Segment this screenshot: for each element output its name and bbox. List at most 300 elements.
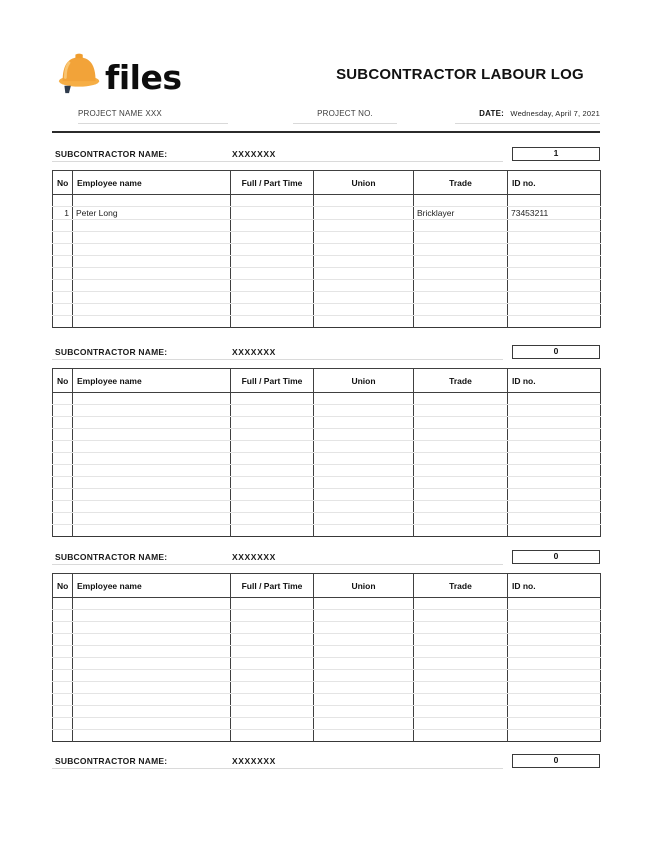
table-cell[interactable] <box>231 730 314 742</box>
labour-table <box>52 170 601 328</box>
table-row <box>53 316 601 328</box>
table-cell[interactable] <box>508 694 601 706</box>
table-cell[interactable] <box>314 195 414 207</box>
table-cell[interactable] <box>73 489 231 501</box>
table-row <box>53 598 601 610</box>
table-cell[interactable] <box>314 268 414 280</box>
table-cell[interactable] <box>414 232 508 244</box>
table-cell[interactable] <box>414 513 508 525</box>
table-cell[interactable] <box>73 195 231 207</box>
table-cell[interactable] <box>53 256 73 268</box>
date-label: DATE: <box>479 109 504 118</box>
table-cell[interactable] <box>508 658 601 670</box>
table-cell[interactable] <box>508 718 601 730</box>
table-cell[interactable] <box>231 489 314 501</box>
table-cell[interactable] <box>414 280 508 292</box>
table-cell[interactable] <box>314 304 414 316</box>
subcontractor-section-1 <box>52 146 600 328</box>
table-row <box>53 244 601 256</box>
table-cell[interactable] <box>314 598 414 610</box>
table-cell[interactable] <box>231 453 314 465</box>
table-cell[interactable] <box>231 429 314 441</box>
name-field-underline <box>52 564 503 565</box>
table-cell[interactable] <box>73 292 231 304</box>
table-cell[interactable] <box>508 232 601 244</box>
table-cell[interactable] <box>53 316 73 328</box>
table-cell[interactable] <box>508 280 601 292</box>
project-name-label: PROJECT NAME XXX <box>78 109 228 124</box>
table-row <box>53 441 601 453</box>
table-cell[interactable] <box>508 682 601 694</box>
name-field-underline <box>52 768 503 769</box>
table-cell[interactable] <box>508 706 601 718</box>
table-row <box>53 477 601 489</box>
table-cell[interactable] <box>314 453 414 465</box>
table-cell[interactable] <box>231 694 314 706</box>
table-cell[interactable] <box>231 513 314 525</box>
table-cell[interactable] <box>414 501 508 513</box>
table-cell[interactable] <box>231 417 314 429</box>
table-cell[interactable] <box>508 610 601 622</box>
table-cell[interactable] <box>53 195 73 207</box>
employee-count-box[interactable]: 1 <box>512 147 600 161</box>
table-cell[interactable] <box>73 513 231 525</box>
labour-table <box>52 573 601 742</box>
table-row <box>53 489 601 501</box>
table-cell[interactable] <box>414 706 508 718</box>
column-header: Trade <box>414 574 508 598</box>
table-row <box>53 207 601 220</box>
table-row <box>53 232 601 244</box>
table-cell[interactable] <box>314 646 414 658</box>
table-cell[interactable] <box>53 646 73 658</box>
table-cell[interactable] <box>508 513 601 525</box>
table-cell[interactable] <box>231 441 314 453</box>
table-cell[interactable] <box>53 417 73 429</box>
table-cell[interactable] <box>231 658 314 670</box>
table-cell[interactable] <box>73 477 231 489</box>
table-cell[interactable] <box>53 513 73 525</box>
table-cell[interactable] <box>73 622 231 634</box>
table-cell[interactable] <box>53 670 73 682</box>
table-cell[interactable] <box>508 292 601 304</box>
section-header-row <box>52 146 600 162</box>
table-cell[interactable] <box>231 634 314 646</box>
table-cell[interactable] <box>53 730 73 742</box>
column-header: Employee name <box>73 171 231 195</box>
table-cell[interactable] <box>53 465 73 477</box>
table-cell[interactable] <box>53 220 73 232</box>
table-cell[interactable] <box>314 465 414 477</box>
table-cell[interactable]: 73453211 <box>508 207 601 220</box>
column-header: Union <box>314 369 414 393</box>
table-cell[interactable] <box>414 429 508 441</box>
table-cell[interactable] <box>231 292 314 304</box>
table-cell[interactable] <box>314 706 414 718</box>
subcontractor-name-label: SUBCONTRACTOR NAME: <box>55 552 168 562</box>
table-cell[interactable] <box>231 501 314 513</box>
table-cell[interactable] <box>53 694 73 706</box>
table-row <box>53 658 601 670</box>
table-row <box>53 268 601 280</box>
table-cell[interactable] <box>508 417 601 429</box>
column-header: ID no. <box>508 574 601 598</box>
table-cell[interactable] <box>314 730 414 742</box>
table-cell[interactable] <box>73 232 231 244</box>
table-cell[interactable] <box>414 195 508 207</box>
employee-count-box[interactable]: 0 <box>512 754 600 768</box>
table-cell[interactable] <box>73 525 231 537</box>
table-row <box>53 292 601 304</box>
table-cell[interactable] <box>414 694 508 706</box>
table-cell[interactable] <box>414 658 508 670</box>
table-cell[interactable] <box>314 622 414 634</box>
labour-table <box>52 368 601 537</box>
table-cell[interactable] <box>53 501 73 513</box>
table-cell[interactable] <box>53 405 73 417</box>
table-cell[interactable] <box>53 622 73 634</box>
table-cell[interactable] <box>53 429 73 441</box>
logo-text: files <box>105 58 182 97</box>
date-block <box>455 109 600 124</box>
table-row <box>53 405 601 417</box>
table-cell[interactable] <box>508 634 601 646</box>
table-cell[interactable] <box>314 694 414 706</box>
table-cell[interactable] <box>231 682 314 694</box>
table-row <box>53 393 601 405</box>
employee-count-box[interactable]: 0 <box>512 550 600 564</box>
table-cell[interactable] <box>314 477 414 489</box>
table-cell[interactable] <box>73 316 231 328</box>
subcontractor-section-4 <box>52 753 600 769</box>
table-cell[interactable] <box>53 525 73 537</box>
table-cell[interactable] <box>414 405 508 417</box>
table-row <box>53 256 601 268</box>
table-cell[interactable] <box>414 525 508 537</box>
table-cell[interactable] <box>414 465 508 477</box>
table-cell[interactable] <box>414 598 508 610</box>
table-cell[interactable] <box>53 268 73 280</box>
table-cell[interactable] <box>414 316 508 328</box>
table-cell[interactable] <box>508 220 601 232</box>
table-cell[interactable] <box>73 429 231 441</box>
table-cell[interactable] <box>73 694 231 706</box>
table-cell[interactable] <box>314 658 414 670</box>
table-cell[interactable] <box>231 598 314 610</box>
table-cell[interactable] <box>508 405 601 417</box>
table-cell[interactable] <box>53 598 73 610</box>
table-cell[interactable] <box>231 718 314 730</box>
table-row <box>53 730 601 742</box>
table-cell[interactable] <box>414 489 508 501</box>
table-cell[interactable] <box>53 658 73 670</box>
table-cell[interactable] <box>314 244 414 256</box>
column-header: Union <box>314 574 414 598</box>
table-cell[interactable] <box>314 292 414 304</box>
table-row <box>53 694 601 706</box>
table-row <box>53 465 601 477</box>
table-cell[interactable] <box>414 244 508 256</box>
table-cell[interactable] <box>314 441 414 453</box>
table-cell[interactable] <box>53 477 73 489</box>
table-cell[interactable] <box>314 316 414 328</box>
subcontractor-name-value[interactable]: XXXXXXX <box>232 347 276 357</box>
table-cell[interactable] <box>508 489 601 501</box>
table-cell[interactable] <box>73 730 231 742</box>
table-cell[interactable] <box>53 706 73 718</box>
table-cell[interactable] <box>53 393 73 405</box>
table-cell[interactable] <box>314 393 414 405</box>
labour-table-container <box>52 573 600 742</box>
table-cell[interactable] <box>53 232 73 244</box>
table-cell[interactable] <box>53 244 73 256</box>
table-cell[interactable] <box>508 525 601 537</box>
table-cell[interactable] <box>414 622 508 634</box>
table-cell[interactable] <box>231 280 314 292</box>
table-cell[interactable] <box>508 501 601 513</box>
table-row <box>53 453 601 465</box>
table-row <box>53 429 601 441</box>
table-row <box>53 634 601 646</box>
table-cell[interactable] <box>314 220 414 232</box>
table-cell[interactable] <box>231 525 314 537</box>
table-cell[interactable] <box>508 316 601 328</box>
subcontractor-section-2 <box>52 344 600 537</box>
table-cell[interactable] <box>53 718 73 730</box>
table-cell[interactable] <box>314 525 414 537</box>
table-cell[interactable] <box>231 393 314 405</box>
table-cell[interactable] <box>508 598 601 610</box>
table-cell[interactable] <box>53 489 73 501</box>
subcontractor-name-value[interactable]: XXXXXXX <box>232 756 276 766</box>
table-cell[interactable] <box>73 670 231 682</box>
column-header: No <box>53 574 73 598</box>
subcontractor-name-value[interactable]: XXXXXXX <box>232 149 276 159</box>
table-cell[interactable] <box>508 393 601 405</box>
table-row <box>53 682 601 694</box>
table-cell[interactable] <box>231 232 314 244</box>
column-header: ID no. <box>508 171 601 195</box>
table-cell[interactable] <box>314 207 414 220</box>
table-row <box>53 195 601 207</box>
section-header-row <box>52 344 600 360</box>
column-header: Full / Part Time <box>231 369 314 393</box>
table-cell[interactable] <box>508 441 601 453</box>
table-row <box>53 304 601 316</box>
table-cell[interactable] <box>53 634 73 646</box>
table-cell[interactable] <box>314 429 414 441</box>
table-cell[interactable] <box>414 417 508 429</box>
table-row <box>53 417 601 429</box>
section-header-row <box>52 753 600 769</box>
table-cell[interactable] <box>231 316 314 328</box>
table-cell[interactable] <box>414 730 508 742</box>
table-cell[interactable] <box>414 718 508 730</box>
table-cell[interactable] <box>314 682 414 694</box>
table-header-row <box>53 171 601 195</box>
table-cell[interactable] <box>73 268 231 280</box>
table-cell[interactable] <box>73 598 231 610</box>
table-cell[interactable] <box>314 670 414 682</box>
labour-table-container <box>52 170 600 328</box>
table-cell[interactable] <box>414 220 508 232</box>
table-cell[interactable] <box>314 417 414 429</box>
table-cell[interactable] <box>53 292 73 304</box>
table-cell[interactable] <box>508 670 601 682</box>
table-cell[interactable] <box>231 477 314 489</box>
table-cell[interactable] <box>508 453 601 465</box>
table-cell[interactable] <box>508 244 601 256</box>
table-cell[interactable] <box>314 718 414 730</box>
table-cell[interactable] <box>73 706 231 718</box>
column-header: No <box>53 369 73 393</box>
table-cell[interactable] <box>231 304 314 316</box>
subcontractor-name-label: SUBCONTRACTOR NAME: <box>55 347 168 357</box>
table-cell[interactable] <box>53 610 73 622</box>
table-cell[interactable] <box>508 646 601 658</box>
table-cell[interactable] <box>414 393 508 405</box>
table-cell[interactable] <box>73 256 231 268</box>
table-row <box>53 513 601 525</box>
table-cell[interactable] <box>314 501 414 513</box>
table-cell[interactable] <box>414 268 508 280</box>
table-cell[interactable] <box>73 280 231 292</box>
table-cell[interactable]: Peter Long <box>73 207 231 220</box>
table-cell[interactable] <box>73 453 231 465</box>
table-cell[interactable] <box>73 393 231 405</box>
table-cell[interactable] <box>231 610 314 622</box>
table-cell[interactable] <box>508 465 601 477</box>
column-header: Employee name <box>73 574 231 598</box>
table-cell[interactable] <box>231 646 314 658</box>
table-cell[interactable] <box>231 256 314 268</box>
table-row <box>53 220 601 232</box>
table-cell[interactable] <box>508 429 601 441</box>
table-cell[interactable] <box>414 441 508 453</box>
table-cell[interactable] <box>53 304 73 316</box>
project-no-label: PROJECT NO. <box>293 109 397 124</box>
table-cell[interactable] <box>314 232 414 244</box>
labour-table-container <box>52 368 600 537</box>
table-cell[interactable] <box>73 304 231 316</box>
table-cell[interactable] <box>231 207 314 220</box>
table-cell[interactable] <box>53 441 73 453</box>
table-cell[interactable] <box>414 670 508 682</box>
table-cell[interactable] <box>314 256 414 268</box>
table-cell[interactable] <box>414 453 508 465</box>
subcontractor-name-value[interactable]: XXXXXXX <box>232 552 276 562</box>
table-row <box>53 622 601 634</box>
table-cell[interactable] <box>73 244 231 256</box>
table-cell[interactable] <box>53 280 73 292</box>
page-title: SUBCONTRACTOR LABOUR LOG <box>336 66 584 83</box>
table-cell[interactable] <box>508 195 601 207</box>
table-cell[interactable] <box>414 682 508 694</box>
table-row <box>53 646 601 658</box>
logo <box>57 50 182 99</box>
table-cell[interactable] <box>414 634 508 646</box>
table-cell[interactable] <box>73 405 231 417</box>
table-cell[interactable] <box>231 670 314 682</box>
table-cell[interactable] <box>314 513 414 525</box>
table-cell[interactable] <box>73 441 231 453</box>
table-row <box>53 706 601 718</box>
table-cell[interactable] <box>508 304 601 316</box>
column-header: Trade <box>414 369 508 393</box>
table-cell[interactable] <box>414 304 508 316</box>
employee-count-box[interactable]: 0 <box>512 345 600 359</box>
table-cell[interactable] <box>508 730 601 742</box>
table-row <box>53 280 601 292</box>
column-header: Full / Part Time <box>231 574 314 598</box>
table-cell[interactable] <box>73 501 231 513</box>
table-cell[interactable] <box>508 268 601 280</box>
table-cell[interactable] <box>231 706 314 718</box>
table-cell[interactable]: Bricklayer <box>414 207 508 220</box>
table-row <box>53 610 601 622</box>
name-field-underline <box>52 161 503 162</box>
table-cell[interactable] <box>53 453 73 465</box>
table-cell[interactable] <box>231 220 314 232</box>
table-cell[interactable] <box>508 256 601 268</box>
table-cell[interactable] <box>414 292 508 304</box>
table-cell[interactable] <box>314 405 414 417</box>
table-row <box>53 670 601 682</box>
table-cell[interactable] <box>73 634 231 646</box>
table-cell[interactable] <box>231 268 314 280</box>
table-cell[interactable] <box>314 634 414 646</box>
subcontractor-name-label: SUBCONTRACTOR NAME: <box>55 756 168 766</box>
table-cell[interactable] <box>414 477 508 489</box>
table-cell[interactable] <box>508 622 601 634</box>
table-cell[interactable] <box>73 465 231 477</box>
table-cell[interactable] <box>231 465 314 477</box>
table-cell[interactable]: 1 <box>53 207 73 220</box>
table-cell[interactable] <box>314 280 414 292</box>
column-header: Union <box>314 171 414 195</box>
section-header-row <box>52 549 600 565</box>
table-cell[interactable] <box>314 489 414 501</box>
column-header: Employee name <box>73 369 231 393</box>
subcontractor-section-3 <box>52 549 600 742</box>
table-cell[interactable] <box>53 682 73 694</box>
table-cell[interactable] <box>508 477 601 489</box>
table-cell[interactable] <box>73 718 231 730</box>
column-header: No <box>53 171 73 195</box>
table-cell[interactable] <box>414 256 508 268</box>
table-row <box>53 501 601 513</box>
column-header: ID no. <box>508 369 601 393</box>
table-cell[interactable] <box>73 682 231 694</box>
subcontractor-name-label: SUBCONTRACTOR NAME: <box>55 149 168 159</box>
table-cell[interactable] <box>73 646 231 658</box>
table-cell[interactable] <box>414 610 508 622</box>
table-cell[interactable] <box>231 244 314 256</box>
table-cell[interactable] <box>73 658 231 670</box>
table-cell[interactable] <box>231 622 314 634</box>
date-value: Wednesday, April 7, 2021 <box>510 109 600 118</box>
table-header-row <box>53 369 601 393</box>
table-cell[interactable] <box>73 610 231 622</box>
name-field-underline <box>52 359 503 360</box>
table-cell[interactable] <box>231 195 314 207</box>
table-cell[interactable] <box>73 417 231 429</box>
table-cell[interactable] <box>73 220 231 232</box>
table-cell[interactable] <box>414 646 508 658</box>
column-header: Trade <box>414 171 508 195</box>
table-cell[interactable] <box>231 405 314 417</box>
table-cell[interactable] <box>314 610 414 622</box>
